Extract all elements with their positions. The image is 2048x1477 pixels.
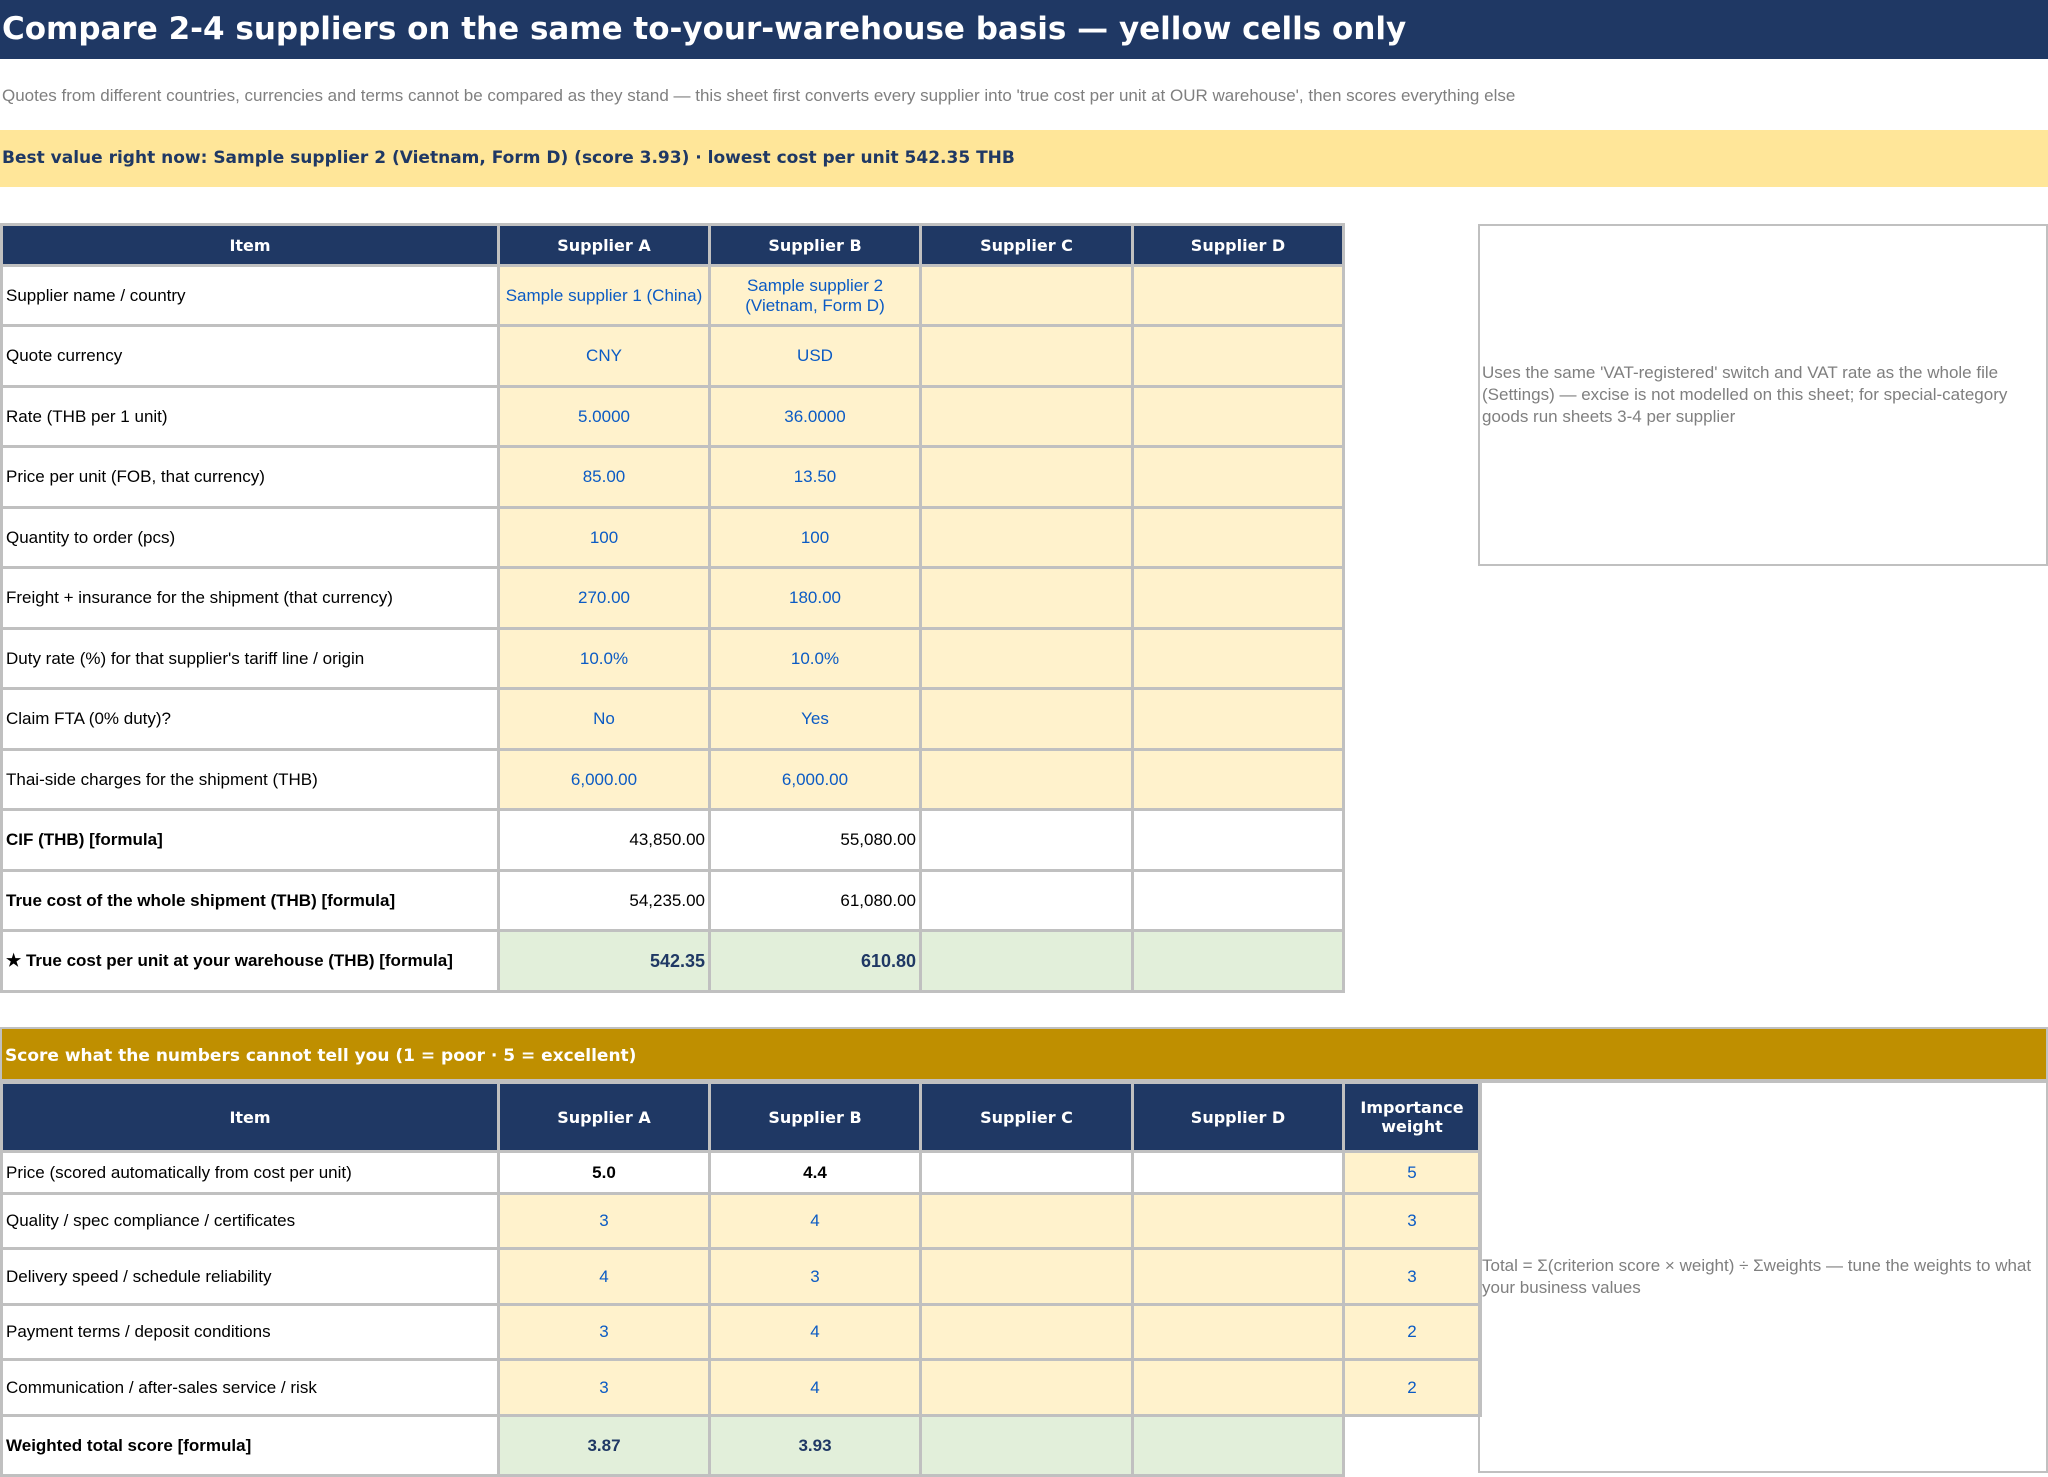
supplier-a-charges-cell[interactable]: 6,000.00 xyxy=(499,750,710,810)
score-row-total xyxy=(2,1416,1481,1476)
supplier-b-price-cell[interactable]: 13.50 xyxy=(710,447,921,508)
supplier-a-unit-cost-cell[interactable]: 542.35 xyxy=(499,931,710,992)
supplier-c-duty-cell[interactable] xyxy=(921,629,1133,689)
supplier-a-currency-cell[interactable]: CNY xyxy=(499,326,710,387)
supplier-d-freight-cell[interactable] xyxy=(1133,568,1344,629)
row-thai-charges xyxy=(2,750,1344,810)
supplier-a-communication-score[interactable]: 3 xyxy=(499,1360,710,1416)
row-label: Payment terms / deposit conditions xyxy=(2,1305,499,1360)
sheet-title: Compare 2-4 suppliers on the same to-your-warehouse basis — yellow cells only xyxy=(0,0,2048,59)
row-label: Price (scored automatically from cost per unit) xyxy=(2,1152,499,1194)
supplier-a-price-score[interactable]: 5.0 xyxy=(499,1152,710,1194)
score-note-text: Total = Σ(criterion score × weight) ÷ Σweights — tune the weights to what your business values xyxy=(1482,1256,2032,1297)
row-cif xyxy=(2,810,1344,871)
supplier-a-quantity-cell[interactable]: 100 xyxy=(499,508,710,568)
supplier-c-charges-cell[interactable] xyxy=(921,750,1133,810)
score-row-delivery xyxy=(2,1249,1481,1305)
supplier-a-cif-cell[interactable]: 43,850.00 xyxy=(499,810,710,871)
header-supplier-b: Supplier B xyxy=(710,1083,921,1152)
supplier-d-price-score[interactable] xyxy=(1133,1152,1344,1194)
row-label: Delivery speed / schedule reliability xyxy=(2,1249,499,1305)
supplier-d-total-score[interactable] xyxy=(1133,1416,1344,1476)
score-table xyxy=(0,1081,1482,1477)
supplier-d-currency-cell[interactable] xyxy=(1133,326,1344,387)
supplier-b-shipment-cost-cell[interactable]: 61,080.00 xyxy=(710,871,921,931)
supplier-a-delivery-score[interactable]: 4 xyxy=(499,1249,710,1305)
row-label: Freight + insurance for the shipment (that currency) xyxy=(2,568,499,629)
quality-weight[interactable]: 3 xyxy=(1344,1194,1481,1249)
supplier-c-communication-score[interactable] xyxy=(921,1360,1133,1416)
delivery-weight[interactable]: 3 xyxy=(1344,1249,1481,1305)
supplier-d-shipment-cost-cell[interactable] xyxy=(1133,871,1344,931)
supplier-b-fta-cell[interactable]: Yes xyxy=(710,689,921,750)
supplier-a-fta-cell[interactable]: No xyxy=(499,689,710,750)
row-freight xyxy=(2,568,1344,629)
cost-note xyxy=(1478,224,2048,566)
row-label: Rate (THB per 1 unit) xyxy=(2,387,499,447)
supplier-c-delivery-score[interactable] xyxy=(921,1249,1133,1305)
row-duty-rate xyxy=(2,629,1344,689)
row-true-cost-per-unit xyxy=(2,931,1344,992)
supplier-a-name-cell[interactable]: Sample supplier 1 (China) xyxy=(499,266,710,326)
score-section-title: Score what the numbers cannot tell you (1 = poor · 5 = excellent) xyxy=(0,1027,2048,1081)
supplier-a-rate-cell[interactable]: 5.0000 xyxy=(499,387,710,447)
supplier-b-charges-cell[interactable]: 6,000.00 xyxy=(710,750,921,810)
supplier-c-unit-cost-cell[interactable] xyxy=(921,931,1133,992)
row-label: Supplier name / country xyxy=(2,266,499,326)
supplier-b-price-score[interactable]: 4.4 xyxy=(710,1152,921,1194)
supplier-b-rate-cell[interactable]: 36.0000 xyxy=(710,387,921,447)
score-note xyxy=(1478,1081,2048,1473)
supplier-a-price-cell[interactable]: 85.00 xyxy=(499,447,710,508)
row-label: Duty rate (%) for that supplier's tariff line / origin xyxy=(2,629,499,689)
header-supplier-c: Supplier C xyxy=(921,225,1133,266)
supplier-d-unit-cost-cell[interactable] xyxy=(1133,931,1344,992)
supplier-b-name-cell[interactable]: Sample supplier 2 (Vietnam, Form D) xyxy=(710,266,921,326)
supplier-a-payment-score[interactable]: 3 xyxy=(499,1305,710,1360)
supplier-c-quality-score[interactable] xyxy=(921,1194,1133,1249)
supplier-b-cif-cell[interactable]: 55,080.00 xyxy=(710,810,921,871)
header-supplier-a: Supplier A xyxy=(499,225,710,266)
supplier-b-delivery-score[interactable]: 3 xyxy=(710,1249,921,1305)
cost-note-text: Uses the same 'VAT-registered' switch and VAT rate as the whole file (Settings) — excise is not modelled on this sheet; for special-category goods run sheets 3-4 per supplier xyxy=(1482,363,2008,426)
supplier-d-communication-score[interactable] xyxy=(1133,1360,1344,1416)
supplier-d-payment-score[interactable] xyxy=(1133,1305,1344,1360)
supplier-d-quality-score[interactable] xyxy=(1133,1194,1344,1249)
supplier-d-duty-cell[interactable] xyxy=(1133,629,1344,689)
header-importance-weight: Importance weight xyxy=(1344,1083,1481,1152)
row-supplier-name xyxy=(2,266,1344,326)
score-header-row xyxy=(2,1083,1481,1152)
row-label: Thai-side charges for the shipment (THB) xyxy=(2,750,499,810)
supplier-c-payment-score[interactable] xyxy=(921,1305,1133,1360)
row-price-per-unit xyxy=(2,447,1344,508)
supplier-b-duty-cell[interactable]: 10.0% xyxy=(710,629,921,689)
price-weight[interactable]: 5 xyxy=(1344,1152,1481,1194)
supplier-a-shipment-cost-cell[interactable]: 54,235.00 xyxy=(499,871,710,931)
score-row-price xyxy=(2,1152,1481,1194)
row-label: CIF (THB) [formula] xyxy=(2,810,499,871)
row-true-cost-shipment xyxy=(2,871,1344,931)
supplier-a-duty-cell[interactable]: 10.0% xyxy=(499,629,710,689)
supplier-a-total-score[interactable]: 3.87 xyxy=(499,1416,710,1476)
supplier-d-delivery-score[interactable] xyxy=(1133,1249,1344,1305)
supplier-c-rate-cell[interactable] xyxy=(921,387,1133,447)
supplier-c-freight-cell[interactable] xyxy=(921,568,1133,629)
header-supplier-d: Supplier D xyxy=(1133,225,1344,266)
row-label: Weighted total score [formula] xyxy=(2,1416,499,1476)
supplier-c-name-cell[interactable] xyxy=(921,266,1133,326)
header-supplier-a: Supplier A xyxy=(499,1083,710,1152)
header-supplier-c: Supplier C xyxy=(921,1083,1133,1152)
supplier-d-cif-cell[interactable] xyxy=(1133,810,1344,871)
row-label: Claim FTA (0% duty)? xyxy=(2,689,499,750)
supplier-c-cif-cell[interactable] xyxy=(921,810,1133,871)
payment-weight[interactable]: 2 xyxy=(1344,1305,1481,1360)
row-label: Price per unit (FOB, that currency) xyxy=(2,447,499,508)
supplier-c-quantity-cell[interactable] xyxy=(921,508,1133,568)
row-label: True cost of the whole shipment (THB) [formula] xyxy=(2,871,499,931)
supplier-d-name-cell[interactable] xyxy=(1133,266,1344,326)
score-row-payment xyxy=(2,1305,1481,1360)
supplier-b-quality-score[interactable]: 4 xyxy=(710,1194,921,1249)
supplier-b-payment-score[interactable]: 4 xyxy=(710,1305,921,1360)
supplier-b-total-score[interactable]: 3.93 xyxy=(710,1416,921,1476)
supplier-b-unit-cost-cell[interactable]: 610.80 xyxy=(710,931,921,992)
best-value-banner: Best value right now: Sample supplier 2 (Vietnam, Form D) (score 3.93) · lowest cost per unit 542.35 THB xyxy=(0,130,2048,187)
row-quantity xyxy=(2,508,1344,568)
supplier-c-price-cell[interactable] xyxy=(921,447,1133,508)
supplier-c-fta-cell[interactable] xyxy=(921,689,1133,750)
row-rate xyxy=(2,387,1344,447)
supplier-c-price-score[interactable] xyxy=(921,1152,1133,1194)
supplier-b-quantity-cell[interactable]: 100 xyxy=(710,508,921,568)
header-supplier-b: Supplier B xyxy=(710,225,921,266)
row-label: Quote currency xyxy=(2,326,499,387)
supplier-c-currency-cell[interactable] xyxy=(921,326,1133,387)
row-label: Quality / spec compliance / certificates xyxy=(2,1194,499,1249)
header-supplier-d: Supplier D xyxy=(1133,1083,1344,1152)
supplier-d-rate-cell[interactable] xyxy=(1133,387,1344,447)
supplier-a-freight-cell[interactable]: 270.00 xyxy=(499,568,710,629)
sheet-subtitle: Quotes from different countries, currencies and terms cannot be compared as they stand — this sheet first converts every supplier into 'true cost per unit at OUR warehouse', then scores everything else xyxy=(2,86,1516,105)
score-row-communication xyxy=(2,1360,1481,1416)
communication-weight[interactable]: 2 xyxy=(1344,1360,1481,1416)
cost-header-row xyxy=(2,225,1344,266)
score-row-quality xyxy=(2,1194,1481,1249)
supplier-d-fta-cell[interactable] xyxy=(1133,689,1344,750)
empty-cell xyxy=(1344,1416,1481,1476)
supplier-c-shipment-cost-cell[interactable] xyxy=(921,871,1133,931)
supplier-d-price-cell[interactable] xyxy=(1133,447,1344,508)
supplier-b-communication-score[interactable]: 4 xyxy=(710,1360,921,1416)
supplier-b-currency-cell[interactable]: USD xyxy=(710,326,921,387)
header-item: Item xyxy=(2,1083,499,1152)
supplier-a-quality-score[interactable]: 3 xyxy=(499,1194,710,1249)
row-label: ★ True cost per unit at your warehouse (THB) [formula] xyxy=(2,931,499,992)
supplier-c-total-score[interactable] xyxy=(921,1416,1133,1476)
row-claim-fta xyxy=(2,689,1344,750)
supplier-b-freight-cell[interactable]: 180.00 xyxy=(710,568,921,629)
supplier-d-charges-cell[interactable] xyxy=(1133,750,1344,810)
row-quote-currency xyxy=(2,326,1344,387)
header-item: Item xyxy=(2,225,499,266)
row-label: Quantity to order (pcs) xyxy=(2,508,499,568)
supplier-d-quantity-cell[interactable] xyxy=(1133,508,1344,568)
row-label: Communication / after-sales service / risk xyxy=(2,1360,499,1416)
cost-comparison-table xyxy=(0,223,1345,993)
